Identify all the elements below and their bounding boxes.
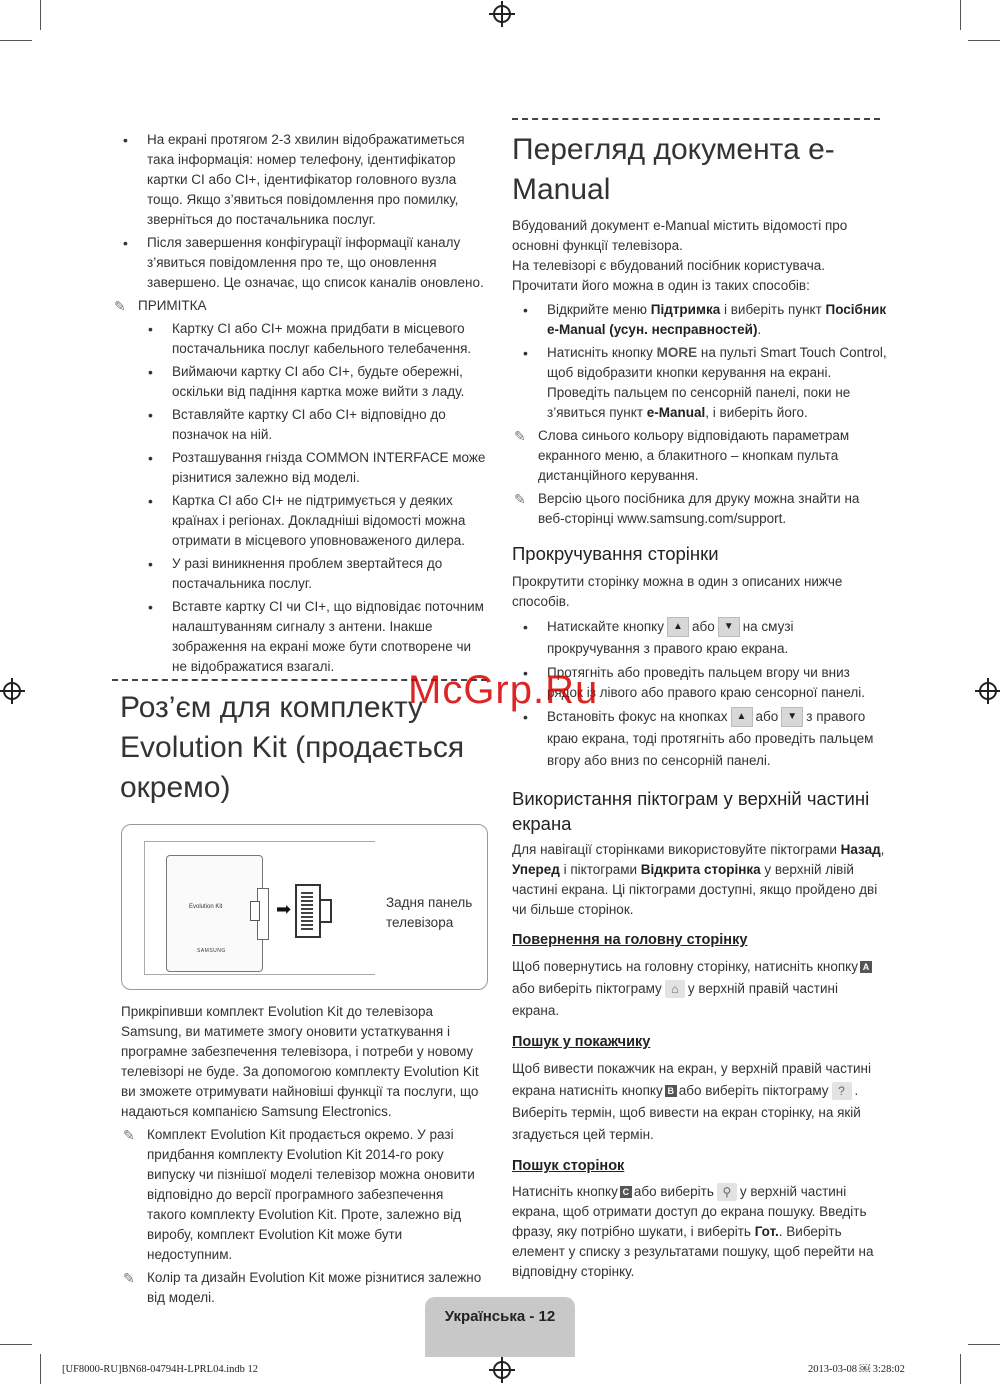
list-item: • Встановіть фокус на кнопках ▲ або ▼ з правого краю екрана, тоді протягніть або проведіть пальцем вгору або вниз по сенсорній панелі.	[512, 706, 887, 772]
tv-port	[295, 884, 321, 938]
list-item: • Вставляйте картку CI або CI+ відповідно до позначок на ній.	[112, 405, 487, 445]
search-icon: ⚲	[717, 1183, 737, 1201]
scroll-section-title: Прокручування сторінки	[512, 543, 719, 564]
file-name: [UF8000-RU]BN68-04794H-LPRL04.indb 12	[62, 1364, 258, 1375]
registration-mark-icon	[3, 682, 21, 700]
home-icon: ⌂	[665, 980, 685, 998]
evolution-kit-description: Прикріпивши комплект Evolution Kit до телевізора Samsung, ви матимете змогу оновити устаткування і програмне забезпечення телевізора, і потреби у новому телевізорі не буде. За допомогою комплекту Evolution Kit ви зможете отримувати найновіші функції та послуги, що надаються компанією Samsung Electronics.	[121, 1004, 479, 1119]
home-subtitle: Повернення на головну сторінку	[512, 932, 748, 948]
search-subtitle: Пошук сторінок	[512, 1158, 625, 1174]
device-label: Evolution Kit	[189, 904, 223, 910]
list-item: • Розташування гнізда COMMON INTERFACE може різнитися залежно від моделі.	[112, 448, 487, 488]
button-a-icon: A	[860, 961, 872, 973]
scroll-down-icon: ▼	[718, 617, 740, 637]
note: ✎ Колір та дизайн Evolution Kit може різнитися залежно від моделі.	[123, 1270, 482, 1305]
crop-mark	[960, 1354, 961, 1384]
intro-paragraph: Вбудований документ e-Manual містить відомості про основні функції телевізора.	[512, 218, 848, 253]
crop-mark	[960, 0, 961, 30]
list-item: • Вставте картку CI чи CI+, що відповідає поточним налаштуванням сигналу з антени. Інакше зображення на екрані може бути спотворене чи не відображатися взагалі.	[112, 597, 487, 677]
list-item: • Натисніть кнопку MORE на пульті Smart Touch Control, щоб відобразити кнопки керування на екрані. Проведіть пальцем по сенсорній панелі, поки не з’явиться пункт e-Manual, і виберіть його.	[512, 343, 887, 423]
list-item: • Протягніть або проведіть пальцем вгору чи вниз рядок із лівого або правого краю сенсорної панелі.	[512, 663, 887, 703]
note: ✎ Слова синього кольору відповідають параметрам екранного меню, а блакитного – кнопкам пульта дистанційного керування.	[514, 428, 850, 483]
page-number: Українська - 12	[444, 1308, 556, 1325]
crop-mark	[968, 40, 1000, 41]
registration-mark-icon	[979, 682, 997, 700]
list-item: • Відкрийте меню Підтримка і виберіть пункт Посібник e-Manual (усун. несправностей).	[512, 300, 887, 340]
list-item: • На екрані протягом 2-3 хвилин відображатиметься така інформація: номер телефону, ідентифікатор картки CI або CI+, ідентифікатор головного вузла тощо. Якщо з’явиться повідомлення про помилку, зверніться до постачальника послуг.	[112, 130, 487, 230]
index-paragraph: Щоб вивести покажчик на екран, у верхній правій частині екрана натисніть кнопку B або виберіть піктограму ? . Виберіть термін, щоб вивести на екран сторінку, на якій згадується цей термін.	[512, 1061, 871, 1142]
list-item: • Картка CI або CI+ не підтримується у деяких країнах і регіонах. Докладніші відомості можна отримати в місцевого уповноваженого дилера.	[112, 491, 487, 551]
print-datetime: 2013-03-08 ￼ 3:28:02	[808, 1364, 905, 1375]
pencil-icon: ✎	[114, 298, 126, 314]
button-c-icon: C	[620, 1186, 632, 1198]
crop-mark	[0, 1344, 32, 1345]
connector-port	[250, 901, 260, 921]
scroll-down-icon: ▼	[781, 707, 803, 727]
pencil-icon: ✎	[123, 1127, 135, 1143]
intro-paragraph: На телевізорі є вбудований посібник користувача. Прочитати його можна в один із таких способів:	[512, 258, 825, 293]
pencil-icon: ✎	[123, 1270, 135, 1286]
page-number-tab	[425, 1297, 575, 1357]
index-icon: ?	[832, 1082, 852, 1100]
crop-mark	[40, 0, 41, 30]
list-item: • Виймаючи картку CI або CI+, будьте обережні, оскільки від падіння картка може вийти з ладу.	[112, 362, 487, 402]
home-paragraph: Щоб повернутись на головну сторінку, натисніть кнопку Aабо виберіть піктограму ⌂ у верхній правій частині екрана.	[512, 956, 887, 1022]
icons-paragraph: Для навігації сторінками використовуйте піктограми Назад, Уперед і піктограми Відкрита сторінка у верхній лівій частині екрана. Ці піктограми доступні, якщо пройдено дві чи більше сторінок.	[512, 842, 885, 917]
scroll-intro: Прокрутити сторінку можна в один з описаних нижче способів.	[512, 574, 843, 609]
search-paragraph: Натисніть кнопку C або виберіть ⚲ у верхній частині екрана, щоб отримати доступ до екрана пошуку. Введіть фразу, яку потрібно шукати, і виберіть Гот.. Виберіть елемент у списку з результатами пошуку, щоб перейти на відповідну сторінку.	[512, 1184, 874, 1279]
index-subtitle: Пошук у покажчику	[512, 1034, 651, 1050]
diagram-caption: Задня панель телевізора	[386, 895, 473, 930]
list-item: • Натискайте кнопку ▲ або ▼ на смузі прокручування з правого краю екрана.	[512, 616, 887, 660]
crop-mark	[40, 1354, 41, 1384]
section-divider	[512, 118, 880, 120]
list-item: • Картку CI або CI+ можна придбати в місцевого постачальника послуг кабельного телебачення.	[112, 319, 487, 359]
e-manual-title: Перегляд документа e-Manual	[512, 133, 835, 206]
scroll-up-icon: ▲	[667, 617, 689, 637]
registration-mark-icon	[493, 1361, 511, 1379]
evolution-kit-notes	[121, 1125, 486, 1311]
pencil-icon: ✎	[514, 428, 526, 444]
evolution-kit-title: Роз’єм для комплекту Evolution Kit (продається окремо)	[120, 691, 465, 804]
list-item: • Після завершення конфігурації інформації каналу з’явиться повідомлення про те, що оновлення завершено. Це означає, що список каналів оновлено.	[112, 233, 487, 293]
note: ✎ Комплект Evolution Kit продається окремо. У разі придбання комплекту Evolution Kit 2014-го року випуску чи пізнішої моделі телевізор можна оновити відповідно до версії програмного забезпечення такого комплекту Evolution Kit. Проте, залежно від виробу, комплект Evolution Kit може бути недоступним.	[123, 1127, 475, 1262]
note-heading: ✎ ПРИМІТКА	[114, 298, 207, 314]
crop-mark	[0, 40, 32, 41]
scroll-up-icon: ▲	[731, 707, 753, 727]
evolution-kit-device	[166, 855, 263, 972]
watermark: McGrp.Ru	[408, 668, 599, 712]
crop-mark	[968, 1344, 1000, 1345]
samsung-logo: SAMSUNG	[197, 948, 226, 954]
pencil-icon: ✎	[514, 491, 526, 507]
registration-mark-icon	[493, 5, 511, 23]
evolution-kit-diagram	[121, 824, 488, 990]
note: ✎ Версію цього посібника для друку можна знайти на веб-сторінці www.samsung.com/support.	[514, 491, 860, 526]
icons-section-title: Використання піктограм у верхній частині екрана	[512, 788, 870, 834]
left-column	[112, 130, 487, 680]
tv-port-edge	[320, 899, 332, 923]
list-item: • У разі виникнення проблем звертайтеся до постачальника послуг.	[112, 554, 487, 594]
arrow-right-icon: ➡	[276, 899, 292, 919]
button-b-icon: B	[665, 1085, 677, 1097]
